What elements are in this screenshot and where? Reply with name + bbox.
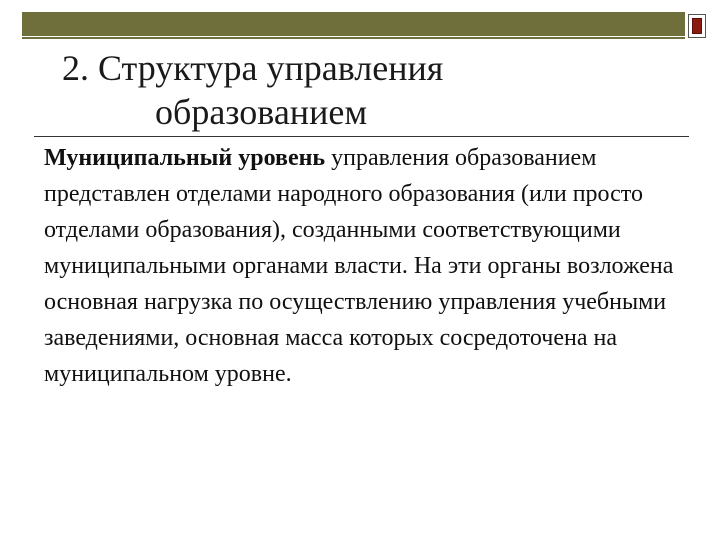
slide-title	[62, 46, 443, 134]
title-divider	[34, 136, 689, 137]
slide-body-paragraph	[44, 140, 704, 392]
corner-square-fill	[692, 18, 702, 34]
header-accent-line	[22, 37, 685, 39]
slide-title-line1: 2. Структура управления	[62, 48, 444, 88]
corner-square-icon	[688, 14, 706, 38]
slide-title-line2: образованием	[155, 92, 368, 132]
body-text-rest: управления образованием представлен отделами народного образования (или просто отделами образования), созданными соответствующими муниципальными органами власти. На эти органы возложена основная нагрузка по осуществлению управления учебными заведениями, основная масса которых сосредоточена на муниципальном уровне.	[44, 145, 674, 387]
header-accent-bar	[22, 12, 685, 36]
body-bold-term: Муниципальный уровень	[44, 145, 326, 171]
